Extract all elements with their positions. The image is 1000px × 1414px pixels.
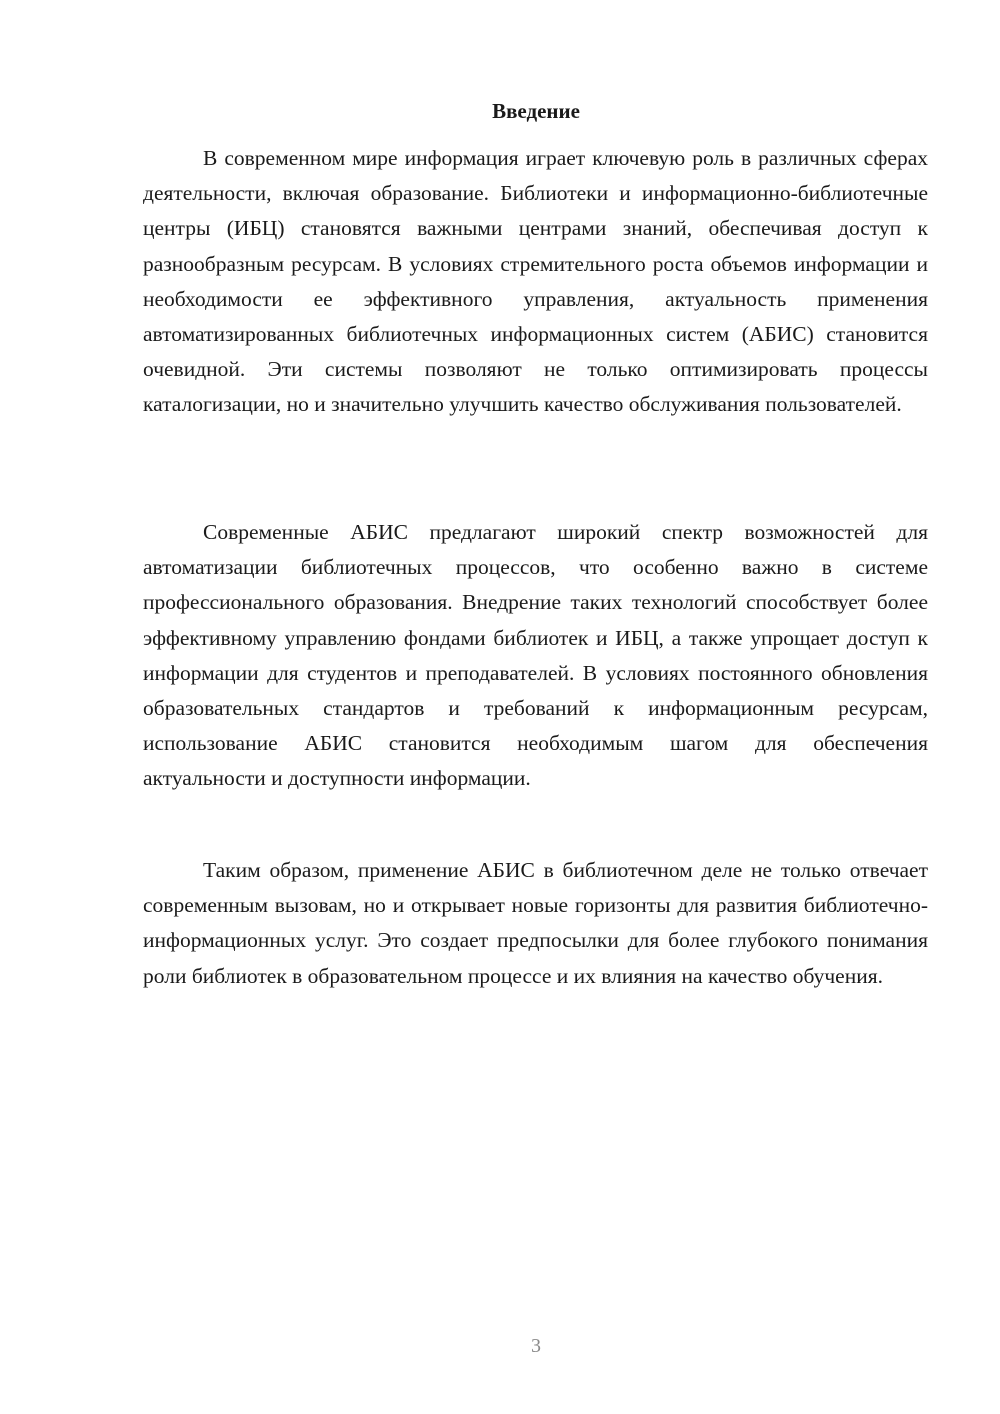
paragraph-1	[143, 141, 928, 423]
paragraph-3	[143, 853, 928, 994]
paragraph-text: Современные АБИС предлагают широкий спектр возможностей для автоматизации библиотечных процессов, что особенно важно в системе профессионального образования. Внедрение таких технологий способствует более эффективному управлению фондами библиотек и ИБЦ, а также упрощает доступ к информации для студентов и преподавателей. В условиях постоянного обновления образовательных стандартов и требований к информационным ресурсам, использование АБИС становится необходимым шагом для обеспечения актуальности и доступности информации.	[143, 520, 928, 791]
paragraph-text: Таким образом, применение АБИС в библиотечном деле не только отвечает современным вызовам, но и открывает новые горизонты для развития библиотечно-информационных услуг. Это создает предпосылки для более глубокого понимания роли библиотек в образовательном процессе и их влияния на качество обучения.	[143, 858, 928, 988]
page-number: 3	[531, 1335, 541, 1357]
paragraph-2	[143, 515, 928, 797]
section-heading: Введение	[492, 99, 580, 123]
paragraph-text: В современном мире информация играет ключевую роль в различных сферах деятельности, включая образование. Библиотеки и информационно-библиотечные центры (ИБЦ) становятся важными центрами знаний, обеспечивая доступ к разнообразным ресурсам. В условиях стремительного роста объемов информации и необходимости ее эффективного управления, актуальность применения автоматизированных библиотечных информационных систем (АБИС) становится очевидной. Эти системы позволяют не только оптимизировать процессы каталогизации, но и значительно улучшить качество обслуживания пользователей.	[143, 146, 928, 417]
